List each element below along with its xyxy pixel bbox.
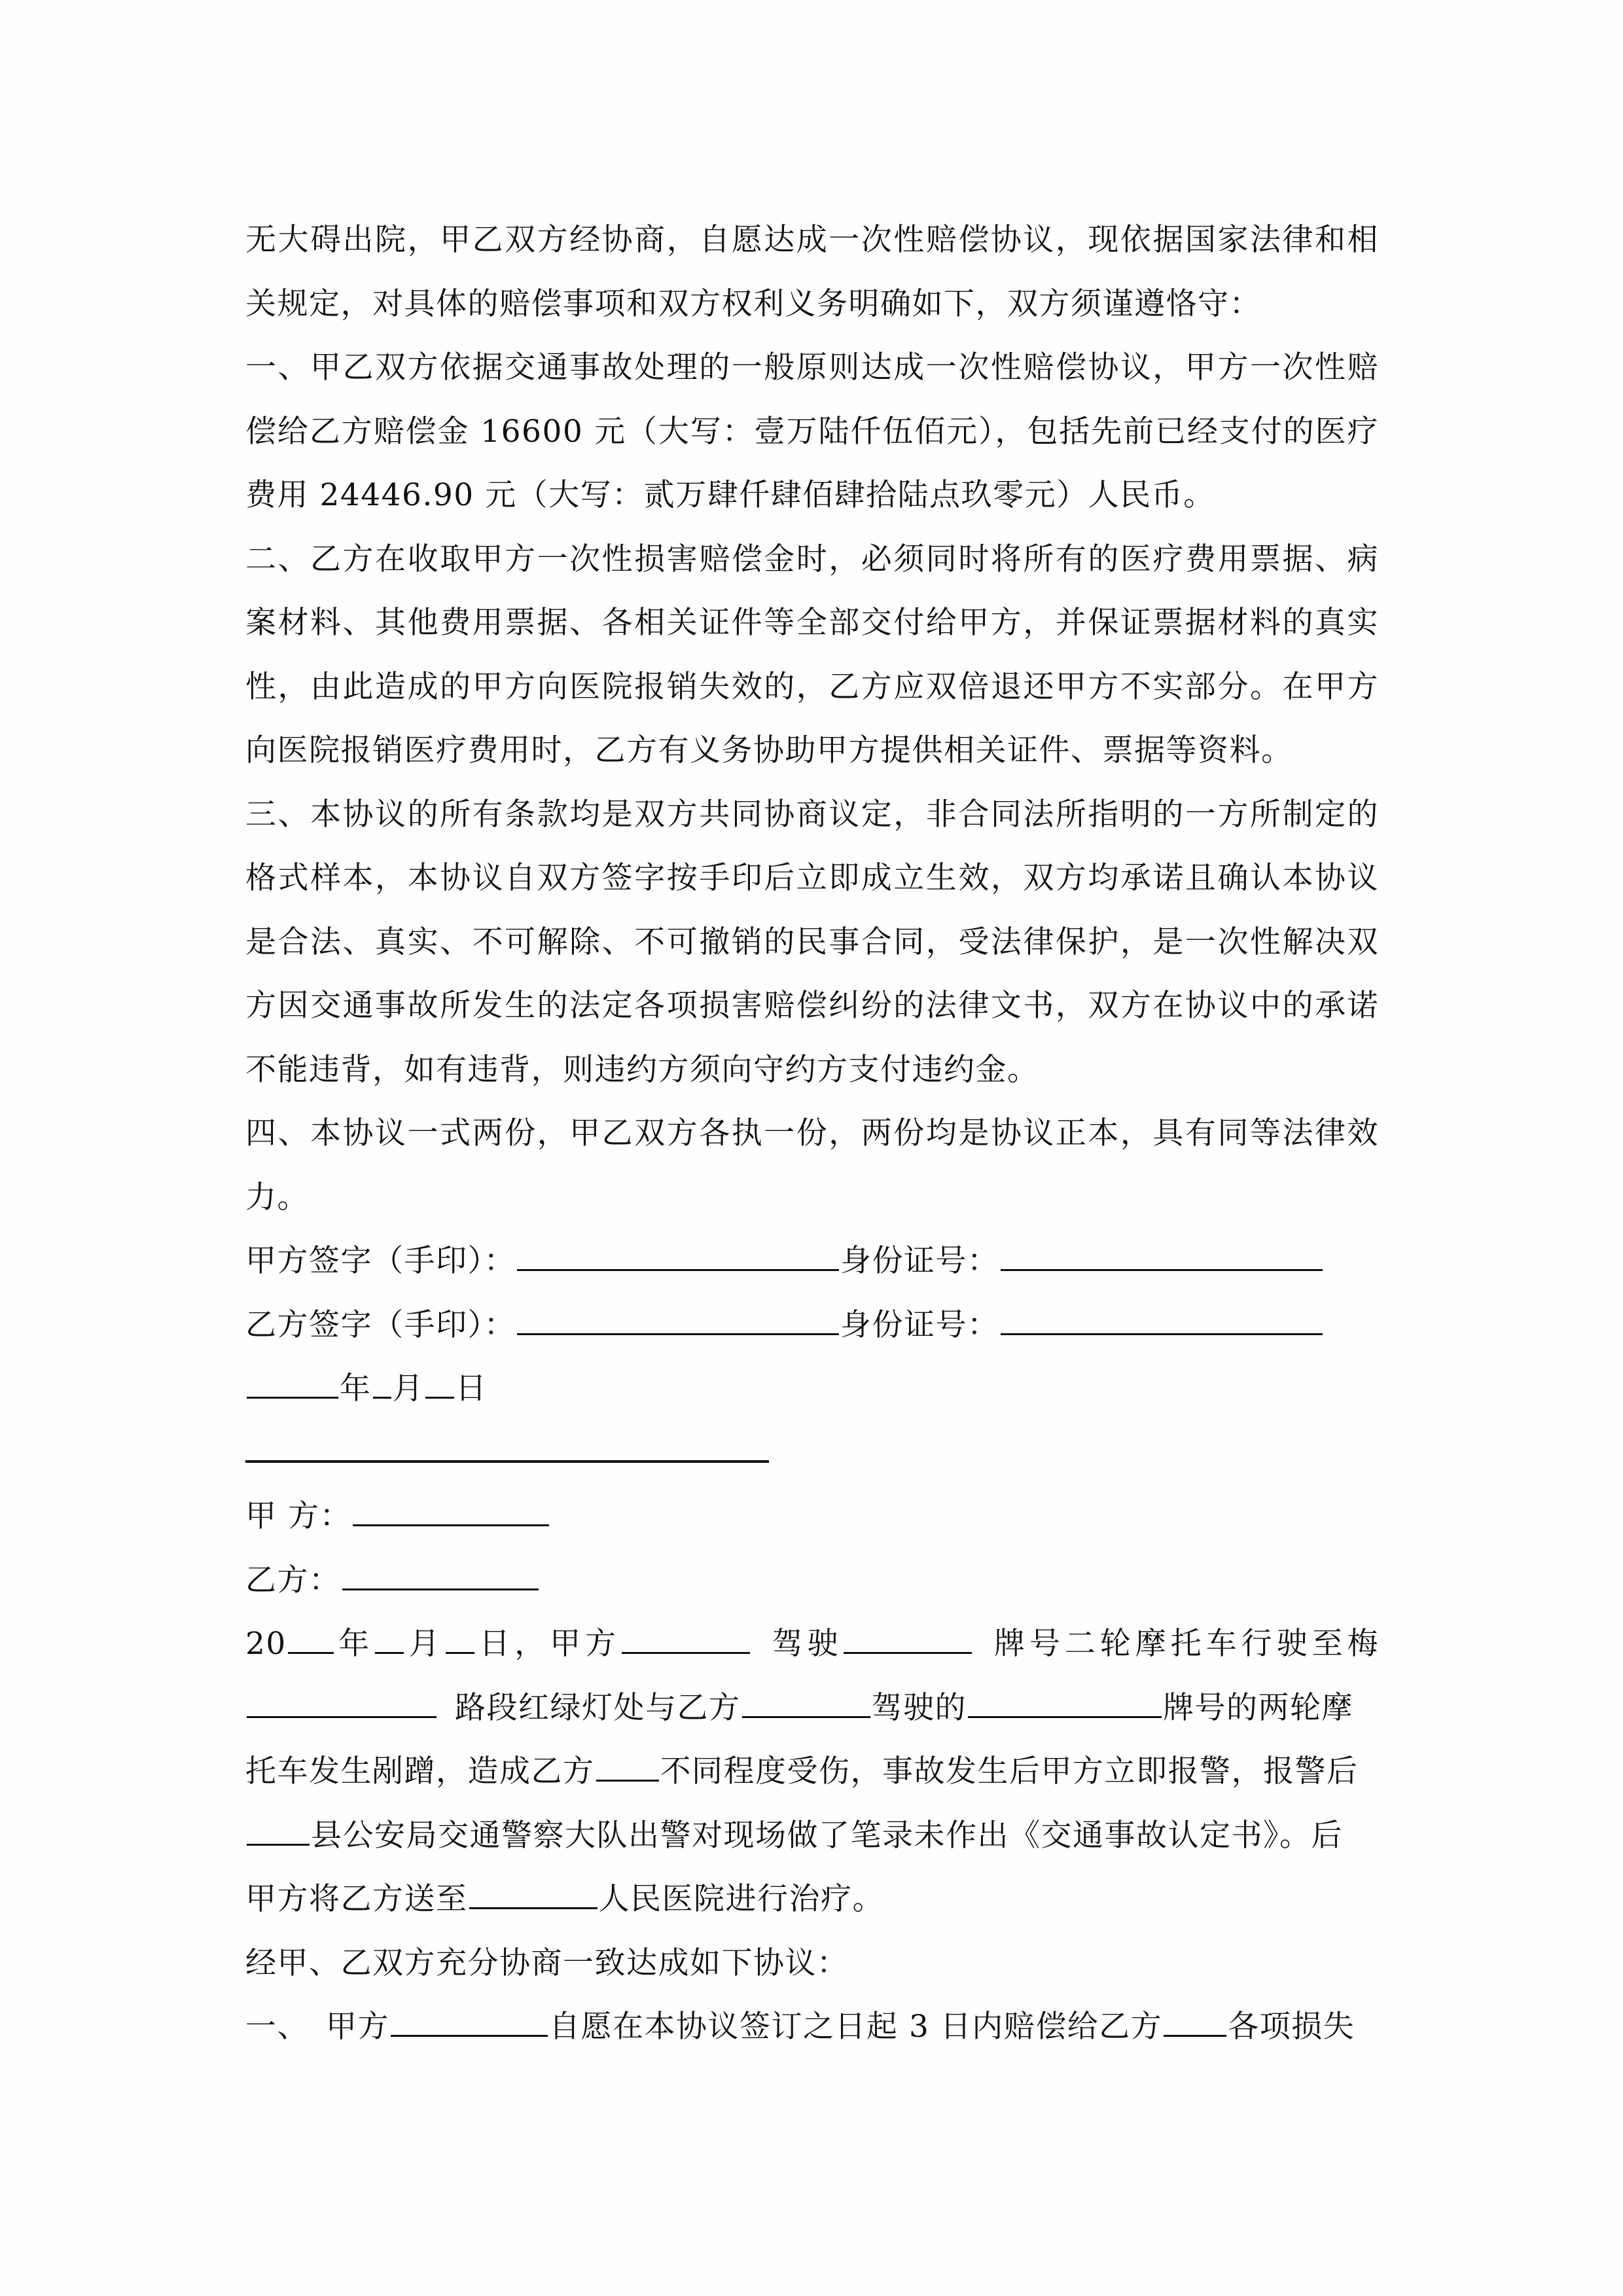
clause-4-line: 四、本协议一式两份，甲乙双方各执一份，两份均是协议正本，具有同等法律效 bbox=[245, 1115, 1379, 1151]
item-1-text: 自愿在本协议签订之日起 3 日内赔偿给乙方 bbox=[549, 2009, 1163, 2045]
party-a-signature-field[interactable] bbox=[517, 1235, 839, 1271]
party-a-row bbox=[245, 1484, 1379, 1549]
accident-line bbox=[245, 1804, 1379, 1868]
clause-3-line: 是合法、真实、不可解除、不可撤销的民事合同，受法律保护，是一次性解决双 bbox=[245, 924, 1379, 960]
clause-3-line: 格式样本，本协议自双方签字按手印后立即成立生效，双方均承诺且确认本协议 bbox=[245, 860, 1379, 896]
party-a-payer-field[interactable] bbox=[391, 2001, 548, 2037]
accident-text: 日，甲方 bbox=[475, 1626, 621, 1662]
county-field[interactable] bbox=[247, 1810, 310, 1846]
section-divider bbox=[245, 1434, 769, 1463]
item-1-text: 甲方 bbox=[326, 2009, 389, 2045]
clause-3-line: 不能违背，如有违背，则违约方须向守约方支付违约金。 bbox=[245, 1051, 1039, 1088]
accident-text: 县公安局交通警察大队出警对现场做了笔录未作出《交通事故认定书》。后 bbox=[311, 1817, 1343, 1854]
intro-line: 关规定，对具体的赔偿事项和双方权利义务明确如下，双方须谨遵恪守： bbox=[245, 285, 1261, 322]
accident-text: 20 bbox=[245, 1626, 287, 1662]
day-field[interactable] bbox=[425, 1363, 454, 1399]
clause-1-line: 偿给乙方赔偿金 16600 元（大写：壹万陆仟伍佰元），包括先前已经支付的医疗 bbox=[245, 413, 1379, 450]
accident-day-field[interactable] bbox=[446, 1618, 474, 1654]
party-a-label: 甲 方： bbox=[245, 1498, 351, 1534]
road-field[interactable] bbox=[247, 1682, 437, 1718]
accident-text: 年 bbox=[334, 1626, 374, 1662]
accident-text: 牌号二轮摩托车行驶至梅 bbox=[990, 1626, 1380, 1662]
party-a-name-field[interactable] bbox=[353, 1490, 549, 1526]
consensus-line: 经甲、乙双方充分协商一致达成如下协议： bbox=[245, 1945, 849, 1981]
agreement-page bbox=[245, 208, 1379, 2059]
accident-text: 牌号的两轮摩 bbox=[1163, 1689, 1353, 1726]
party-b-signature-label: 乙方签字（手印）： bbox=[245, 1306, 516, 1343]
accident-line bbox=[245, 1612, 1379, 1676]
party-b-name-field[interactable] bbox=[342, 1554, 539, 1590]
accident-text: 驾驶 bbox=[768, 1626, 843, 1662]
clause-2-line: 性，由此造成的甲方向医院报销失效的，乙方应双倍退还甲方不实部分。在甲方 bbox=[245, 668, 1379, 705]
accident-year-field[interactable] bbox=[288, 1618, 334, 1654]
item-1-number: 一、 bbox=[245, 2009, 309, 2045]
clause-1-line: 一、甲乙双方依据交通事故处理的一般原则达成一次性赔偿协议，甲方一次性赔 bbox=[245, 350, 1379, 386]
year-label: 年 bbox=[340, 1371, 372, 1407]
day-label: 日 bbox=[455, 1371, 488, 1407]
party-b-id-label: 身份证号： bbox=[840, 1306, 999, 1343]
separator-row bbox=[245, 1421, 1379, 1485]
month-field[interactable] bbox=[373, 1363, 391, 1399]
accident-text: 路段红绿灯处与乙方 bbox=[455, 1689, 741, 1726]
hospital-field[interactable] bbox=[469, 1873, 597, 1909]
year-field[interactable] bbox=[247, 1363, 338, 1399]
party-b-driver-field[interactable] bbox=[742, 1682, 870, 1718]
intro-line: 无大碍出院，甲乙双方经协商，自愿达成一次性赔偿协议，现依据国家法律和相 bbox=[245, 222, 1379, 258]
accident-text: 人民医院进行治疗。 bbox=[598, 1881, 884, 1917]
party-b-payee-field[interactable] bbox=[1164, 2001, 1226, 2037]
date-row bbox=[245, 1357, 1379, 1421]
party-b-id-field[interactable] bbox=[1001, 1299, 1323, 1335]
accident-text: 月 bbox=[405, 1626, 444, 1662]
clause-2-line: 案材料、其他费用票据、各相关证件等全部交付给甲方，并保证票据材料的真实 bbox=[245, 605, 1379, 641]
accident-line bbox=[245, 1867, 1379, 1931]
clause-2-line: 向医院报销医疗费用时，乙方有义务协助甲方提供相关证件、票据等资料。 bbox=[245, 732, 1293, 768]
party-a-id-label: 身份证号： bbox=[840, 1243, 999, 1279]
accident-text: 托车发生剐蹭，造成乙方 bbox=[245, 1753, 595, 1789]
party-b-label: 乙方： bbox=[245, 1562, 341, 1598]
party-a-id-field[interactable] bbox=[1001, 1235, 1323, 1271]
clause-4-line: 力。 bbox=[245, 1179, 309, 1215]
month-label: 月 bbox=[392, 1371, 424, 1407]
party-a-driver-field[interactable] bbox=[622, 1618, 750, 1654]
item-1-line bbox=[245, 1995, 1379, 2059]
party-b-name-inline-field[interactable] bbox=[596, 1746, 659, 1782]
accident-text: 不同程度受伤，事故发生后甲方立即报警，报警后 bbox=[660, 1753, 1359, 1789]
party-b-plate-field[interactable] bbox=[968, 1682, 1162, 1718]
accident-text: 驾驶的 bbox=[871, 1689, 967, 1726]
clause-3-line: 三、本协议的所有条款均是双方共同协商议定，非合同法所指明的一方所制定的 bbox=[245, 796, 1379, 833]
party-b-row bbox=[245, 1549, 1379, 1613]
party-a-plate-field[interactable] bbox=[844, 1618, 972, 1654]
clause-2-line: 二、乙方在收取甲方一次性损害赔偿金时，必须同时将所有的医疗费用票据、病 bbox=[245, 541, 1379, 577]
accident-line bbox=[245, 1676, 1379, 1740]
item-1-text: 各项损失 bbox=[1228, 2009, 1355, 2045]
party-a-signature-row bbox=[245, 1229, 1379, 1293]
accident-line bbox=[245, 1740, 1379, 1804]
clause-3-line: 方因交通事故所发生的法定各项损害赔偿纠纷的法律文书，双方在协议中的承诺 bbox=[245, 988, 1379, 1024]
party-b-signature-field[interactable] bbox=[517, 1299, 839, 1335]
accident-month-field[interactable] bbox=[375, 1618, 404, 1654]
party-a-signature-label: 甲方签字（手印）： bbox=[245, 1243, 516, 1279]
accident-text: 甲方将乙方送至 bbox=[245, 1881, 468, 1917]
party-b-signature-row bbox=[245, 1293, 1379, 1357]
clause-1-line: 费用 24446.90 元（大写：贰万肆仟肆佰肆拾陆点玖零元）人民币。 bbox=[245, 477, 1215, 513]
